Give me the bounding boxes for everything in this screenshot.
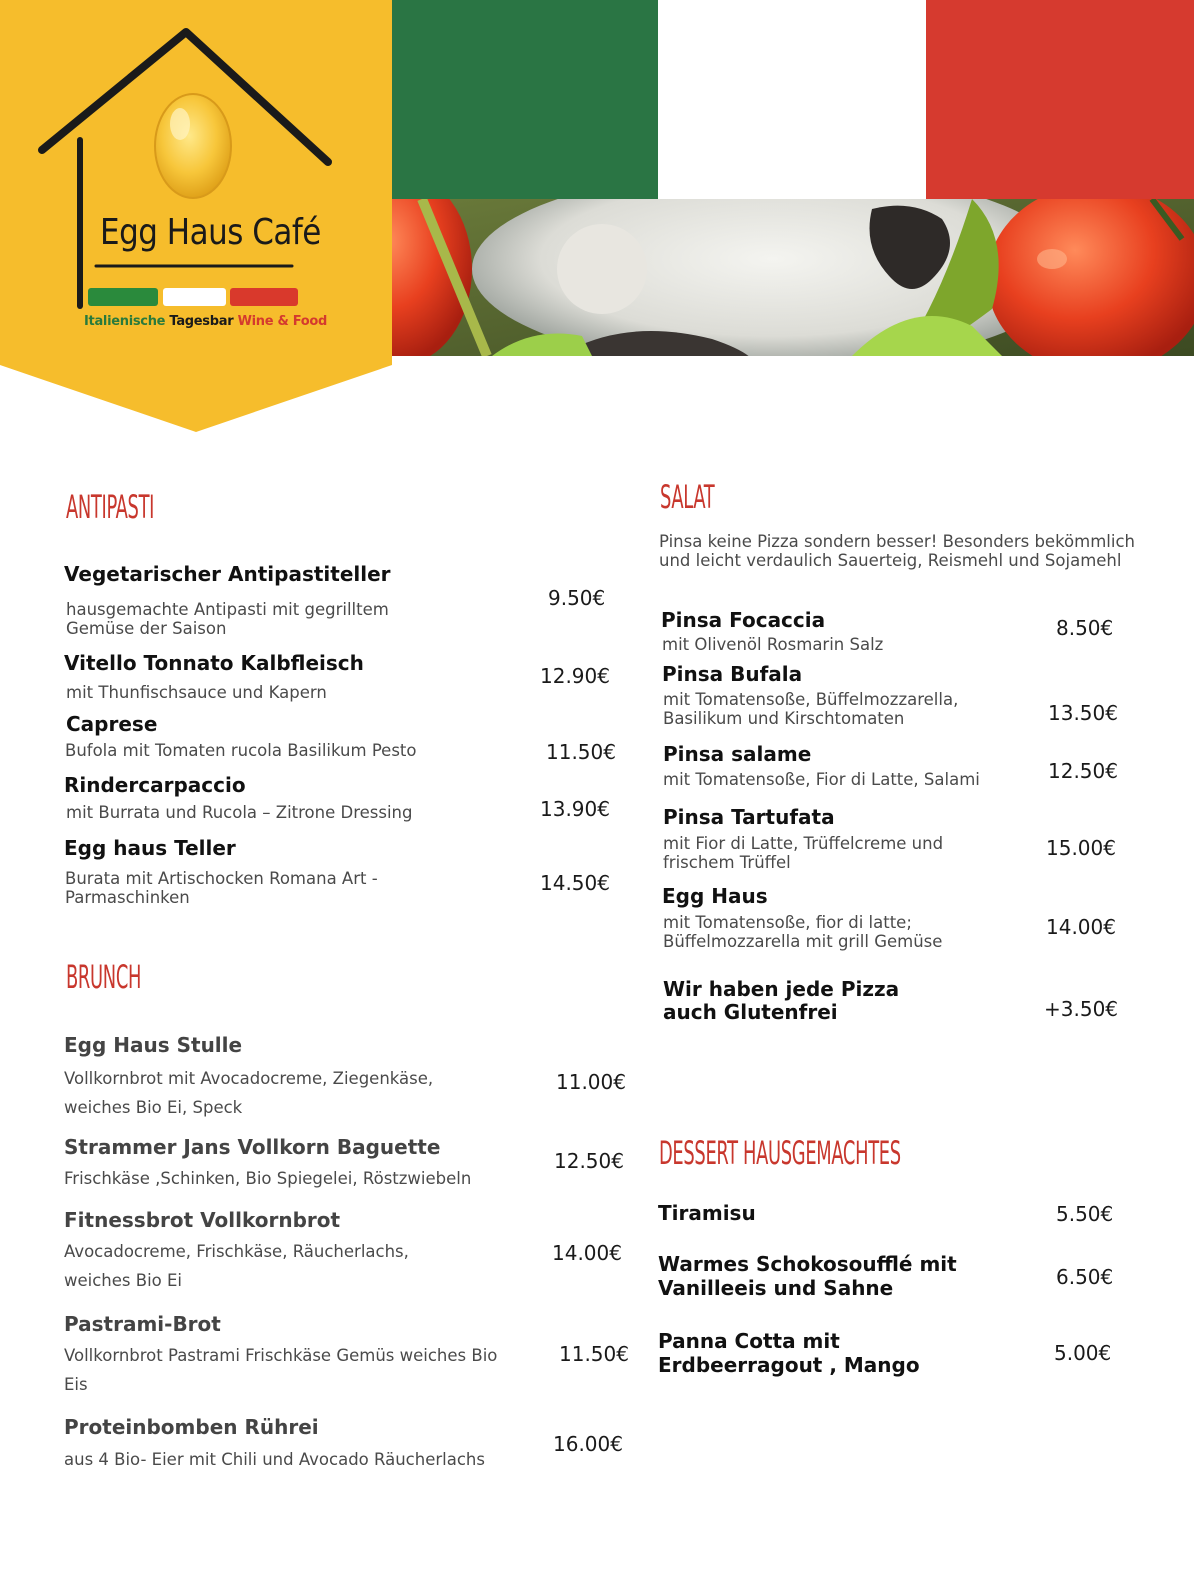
antipasti-item-price: 13.90€ [540,797,610,821]
salat-item-name: Pinsa Focaccia [661,608,826,632]
brunch-item-price: 12.50€ [554,1149,624,1173]
salat-item-name: Egg Haus [662,884,768,908]
brunch-item-name: Egg Haus Stulle [64,1033,243,1057]
brunch-item-desc: aus 4 Bio- Eier mit Chili und Avocado Räucherlachs [64,1450,485,1469]
salat-item-desc: mit Tomatensoße, Büffelmozzarella, Basilikum und Kirschtomaten [663,690,959,728]
brunch-item-name: Strammer Jans Vollkorn Baguette [64,1135,441,1159]
salat-item-desc: mit Tomatensoße, fior di latte; Büffelmozzarella mit grill Gemüse [663,913,943,951]
brunch-item-desc: Avocadocreme, Frischkäse, Räucherlachs, weiches Bio Ei [64,1242,409,1290]
antipasti-item-desc: hausgemachte Antipasti mit gegrilltem Gemüse der Saison [66,600,389,638]
antipasti-item-price: 14.50€ [540,871,610,895]
dessert-title: DESSERT HAUSGEMACHTES [659,1134,901,1172]
antipasti-item-name: Vegetarischer Antipastiteller [64,562,391,586]
flag-red-stripe [926,0,1194,199]
dessert-item-name-line-2: Erdbeerragout , Mango [658,1353,920,1377]
antipasti-item-price: 12.90€ [540,664,610,688]
antipasti-item-desc: mit Thunfischsauce und Kapern [66,683,327,702]
brunch-item-price: 11.50€ [559,1342,629,1366]
salat-item-name: Pinsa Tartufata [663,805,835,829]
gluten-free-price: +3.50€ [1044,997,1119,1021]
antipasti-item-desc: Burata mit Artischocken Romana Art - Parmaschinken [65,869,378,907]
dessert-item-name-line-1: Panna Cotta mit [658,1329,840,1353]
salat-item-price: 14.00€ [1046,915,1116,939]
dessert-item-price: 5.50€ [1056,1202,1114,1226]
tagline-part-1: Italienische [84,314,166,329]
antipasti-item-price: 9.50€ [548,586,606,610]
brunch-item-name: Pastrami-Brot [64,1312,221,1336]
antipasti-item-price: 11.50€ [546,740,616,764]
house-logo-icon [0,0,392,360]
tagline-part-3: Wine & Food [237,314,328,329]
salat-item-price: 12.50€ [1048,759,1118,783]
brunch-item-desc: Vollkornbrot Pastrami Frischkäse Gemüs weiches Bio Eis [64,1346,498,1394]
dessert-item-name: Tiramisu [658,1201,756,1225]
salat-item-price: 8.50€ [1056,616,1114,640]
antipasti-item-name: Rindercarpaccio [64,773,246,797]
antipasti-item-name: Egg haus Teller [64,836,236,860]
brunch-item-price: 16.00€ [553,1432,623,1456]
tagline-part-2: Tagesbar [169,314,234,329]
brand-name: Egg Haus Café [100,212,321,254]
salat-intro: Pinsa keine Pizza sondern besser! Besonders bekömmlich und leicht verdaulich Sauerteig, Reismehl und Sojamehl [659,532,1135,570]
flag-green-stripe [392,0,658,199]
brunch-item-name: Proteinbomben Rührei [64,1415,319,1439]
flag-white-stripe [658,0,926,199]
salat-item-name: Pinsa salame [663,742,812,766]
food-photo [392,199,1194,356]
salat-item-desc: mit Tomatensoße, Fior di Latte, Salami [663,770,980,789]
dessert-item-price: 6.50€ [1056,1265,1114,1289]
brunch-title: BRUNCH [66,958,142,996]
brunch-item-desc: Frischkäse ,Schinken, Bio Spiegelei, Röstzwiebeln [64,1169,472,1188]
antipasti-item-desc: Bufola mit Tomaten rucola Basilikum Pesto [65,741,417,760]
salat-title: SALAT [660,478,715,516]
antipasti-title: ANTIPASTI [66,488,155,526]
dessert-item-name-line-1: Warmes Schokosoufflé mit [658,1252,957,1276]
salat-item-price: 15.00€ [1046,836,1116,860]
salat-item-desc: mit Olivenöl Rosmarin Salz [662,635,884,654]
antipasti-item-name: Caprese [66,712,158,736]
brunch-item-price: 11.00€ [556,1070,626,1094]
dessert-item-name-line-2: Vanilleeis und Sahne [658,1276,894,1300]
brunch-item-name: Fitnessbrot Vollkornbrot [64,1208,341,1232]
brunch-item-desc: Vollkornbrot mit Avocadocreme, Ziegenkäse, weiches Bio Ei, Speck [64,1069,434,1117]
dessert-item-price: 5.00€ [1054,1341,1112,1365]
brunch-item-price: 14.00€ [552,1241,622,1265]
salat-item-price: 13.50€ [1048,701,1118,725]
gluten-free-note-line-2: auch Glutenfrei [663,1000,838,1024]
salat-item-desc: mit Fior di Latte, Trüffelcreme und frischem Trüffel [663,834,944,872]
brand-tagline [84,314,327,329]
salat-item-name: Pinsa Bufala [662,662,803,686]
antipasti-item-desc: mit Burrata und Rucola – Zitrone Dressing [66,803,413,822]
antipasti-item-name: Vitello Tonnato Kalbfleisch [64,651,364,675]
gluten-free-note-line-1: Wir haben jede Pizza [663,977,900,1001]
